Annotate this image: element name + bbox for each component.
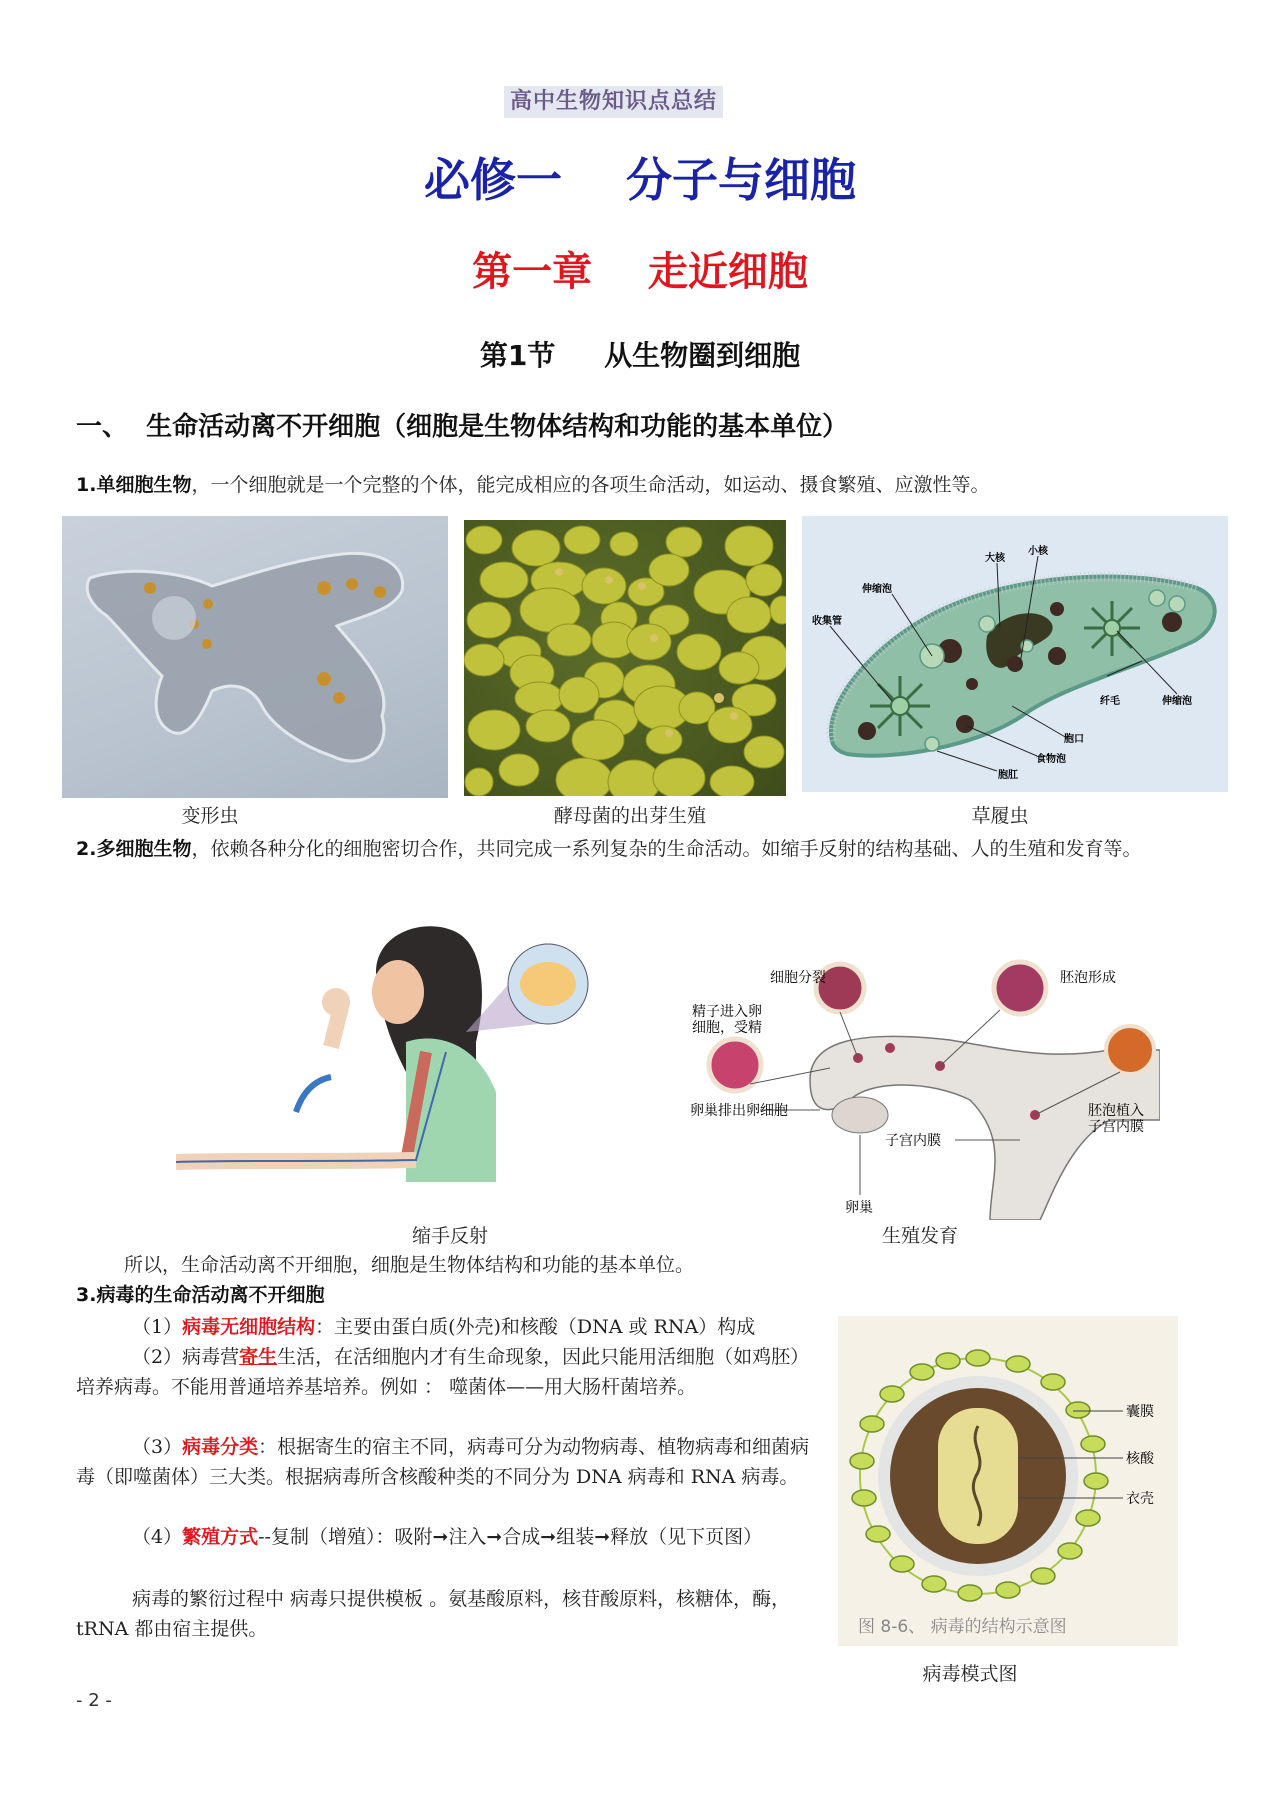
module-title: 必修一 分子与细胞 [423, 153, 857, 207]
point-1-text: ，一个细胞就是一个完整的个体，能完成相应的各项生命活动，如运动、摄食繁殖、应激性等。 [191, 474, 990, 496]
label-collecting-canal: 收集管 [812, 616, 842, 627]
point-3-item-4 [76, 1522, 816, 1552]
item-2-pre: 病毒营 [182, 1346, 240, 1368]
yeast-budding-image [464, 520, 786, 796]
caption-amoeba: 变形虫 [181, 805, 239, 827]
label-food-vacuole: 食物泡 [1036, 754, 1066, 765]
section-title: 第1节 从生物圈到细胞 [479, 339, 801, 372]
point-3-item-1 [76, 1312, 816, 1342]
label-micronucleus: 小核 [1028, 546, 1048, 557]
point-3-note: 病毒的繁衍过程中 病毒只提供模板 。氨基酸原料，核苷酸原料，核糖体，酶，tRNA 都由宿主提供。 [76, 1588, 791, 1640]
virus-inner-caption: 图 8-6、 病毒的结构示意图 [858, 1617, 1067, 1637]
virus-structure-diagram [838, 1316, 1178, 1646]
point-3-item-3 [76, 1432, 816, 1492]
item-2-highlight: 寄生 [239, 1346, 278, 1368]
chapter-title: 第一章 走近细胞 [472, 249, 808, 295]
point-2-paragraph [76, 834, 1226, 864]
point-1-lead: 1.单细胞生物 [76, 474, 192, 496]
item-3-number: （3） [132, 1436, 183, 1458]
label-envelope: 囊膜 [1126, 1404, 1154, 1420]
label-contractile-vacuole-left: 伸缩泡 [862, 584, 892, 595]
heading-1: 一、 生命活动离不开细胞（细胞是生物体结构和功能的基本单位） [76, 412, 849, 442]
item-4-highlight: 繁殖方式 [182, 1526, 259, 1548]
label-macronucleus: 大核 [985, 553, 1005, 564]
label-oral-groove: 胞口 [1064, 734, 1084, 745]
label-cell-division: 细胞分裂 [770, 970, 826, 986]
page-number: - 2 - [76, 1690, 112, 1711]
label-nucleic-acid: 核酸 [1126, 1451, 1154, 1467]
caption-reproduction: 生殖发育 [881, 1225, 958, 1247]
item-1-text: ：主要由蛋白质(外壳)和核酸（DNA 或 RNA）构成 [315, 1316, 756, 1338]
label-capsid: 衣壳 [1126, 1491, 1154, 1507]
conclusion: 所以，生命活动离不开细胞，细胞是生物体结构和功能的基本单位。 [124, 1254, 695, 1276]
point-1-paragraph [76, 470, 1236, 500]
caption-withdrawal-reflex: 缩手反射 [411, 1225, 488, 1247]
point-2-text: ，依赖各种分化的细胞密切合作，共同完成一系列复杂的生命活动。如缩手反射的结构基础、人的生殖和发育等。 [191, 838, 1142, 860]
item-2-number: （2） [132, 1346, 183, 1368]
item-3-text: ：根据寄生的宿主不同，病毒可分为动物病毒、植物病毒和细菌病毒（即噬菌体）三大类。根据病毒所含核酸种类的不同分为 DNA 病毒和 RNA 病毒。 [76, 1436, 810, 1488]
document-banner: 高中生物知识点总结 [504, 86, 723, 118]
point-3-item-2 [76, 1342, 816, 1402]
label-cilia: 纤毛 [1100, 696, 1120, 707]
caption-virus-model: 病毒模式图 [922, 1663, 1018, 1685]
item-3-highlight: 病毒分类 [182, 1436, 259, 1458]
caption-yeast: 酵母菌的出芽生殖 [553, 805, 706, 827]
paramecium-diagram [802, 516, 1228, 792]
label-fertilization: 精子进入卵细胞，受精 [692, 1004, 762, 1036]
item-4-number: （4） [132, 1526, 183, 1548]
label-contractile-vacuole-right: 伸缩泡 [1162, 696, 1192, 707]
withdrawal-reflex-image [176, 912, 636, 1182]
item-1-number: （1） [132, 1316, 183, 1338]
item-2-text: 生活，在活细胞内才有生命现象，因此只能用活细胞（如鸡胚）培养病毒。不能用普通培养基培养。例如 ： 噬菌体——用大肠杆菌培养。 [76, 1346, 810, 1398]
label-blastocyst-formation: 胚泡形成 [1060, 970, 1116, 986]
item-4-text: --复制（增殖）：吸附➞注入➞合成➞组装➞释放（见下页图） [258, 1526, 763, 1548]
label-ovary: 卵巢 [845, 1200, 873, 1216]
point-3-heading: 3.病毒的生命活动离不开细胞 [76, 1284, 325, 1306]
reproduction-development-diagram [690, 940, 1160, 1220]
caption-paramecium: 草履虫 [971, 805, 1029, 827]
point-2-lead: 2.多细胞生物 [76, 838, 192, 860]
item-1-highlight: 病毒无细胞结构 [182, 1316, 316, 1338]
label-implantation: 胚泡植入子宫内膜 [1088, 1103, 1144, 1135]
label-anal-pore: 胞肛 [998, 770, 1018, 781]
label-ovulation: 卵巢排出卵细胞 [690, 1103, 788, 1119]
amoeba-image [62, 516, 448, 798]
label-endometrium: 子宫内膜 [885, 1133, 941, 1149]
